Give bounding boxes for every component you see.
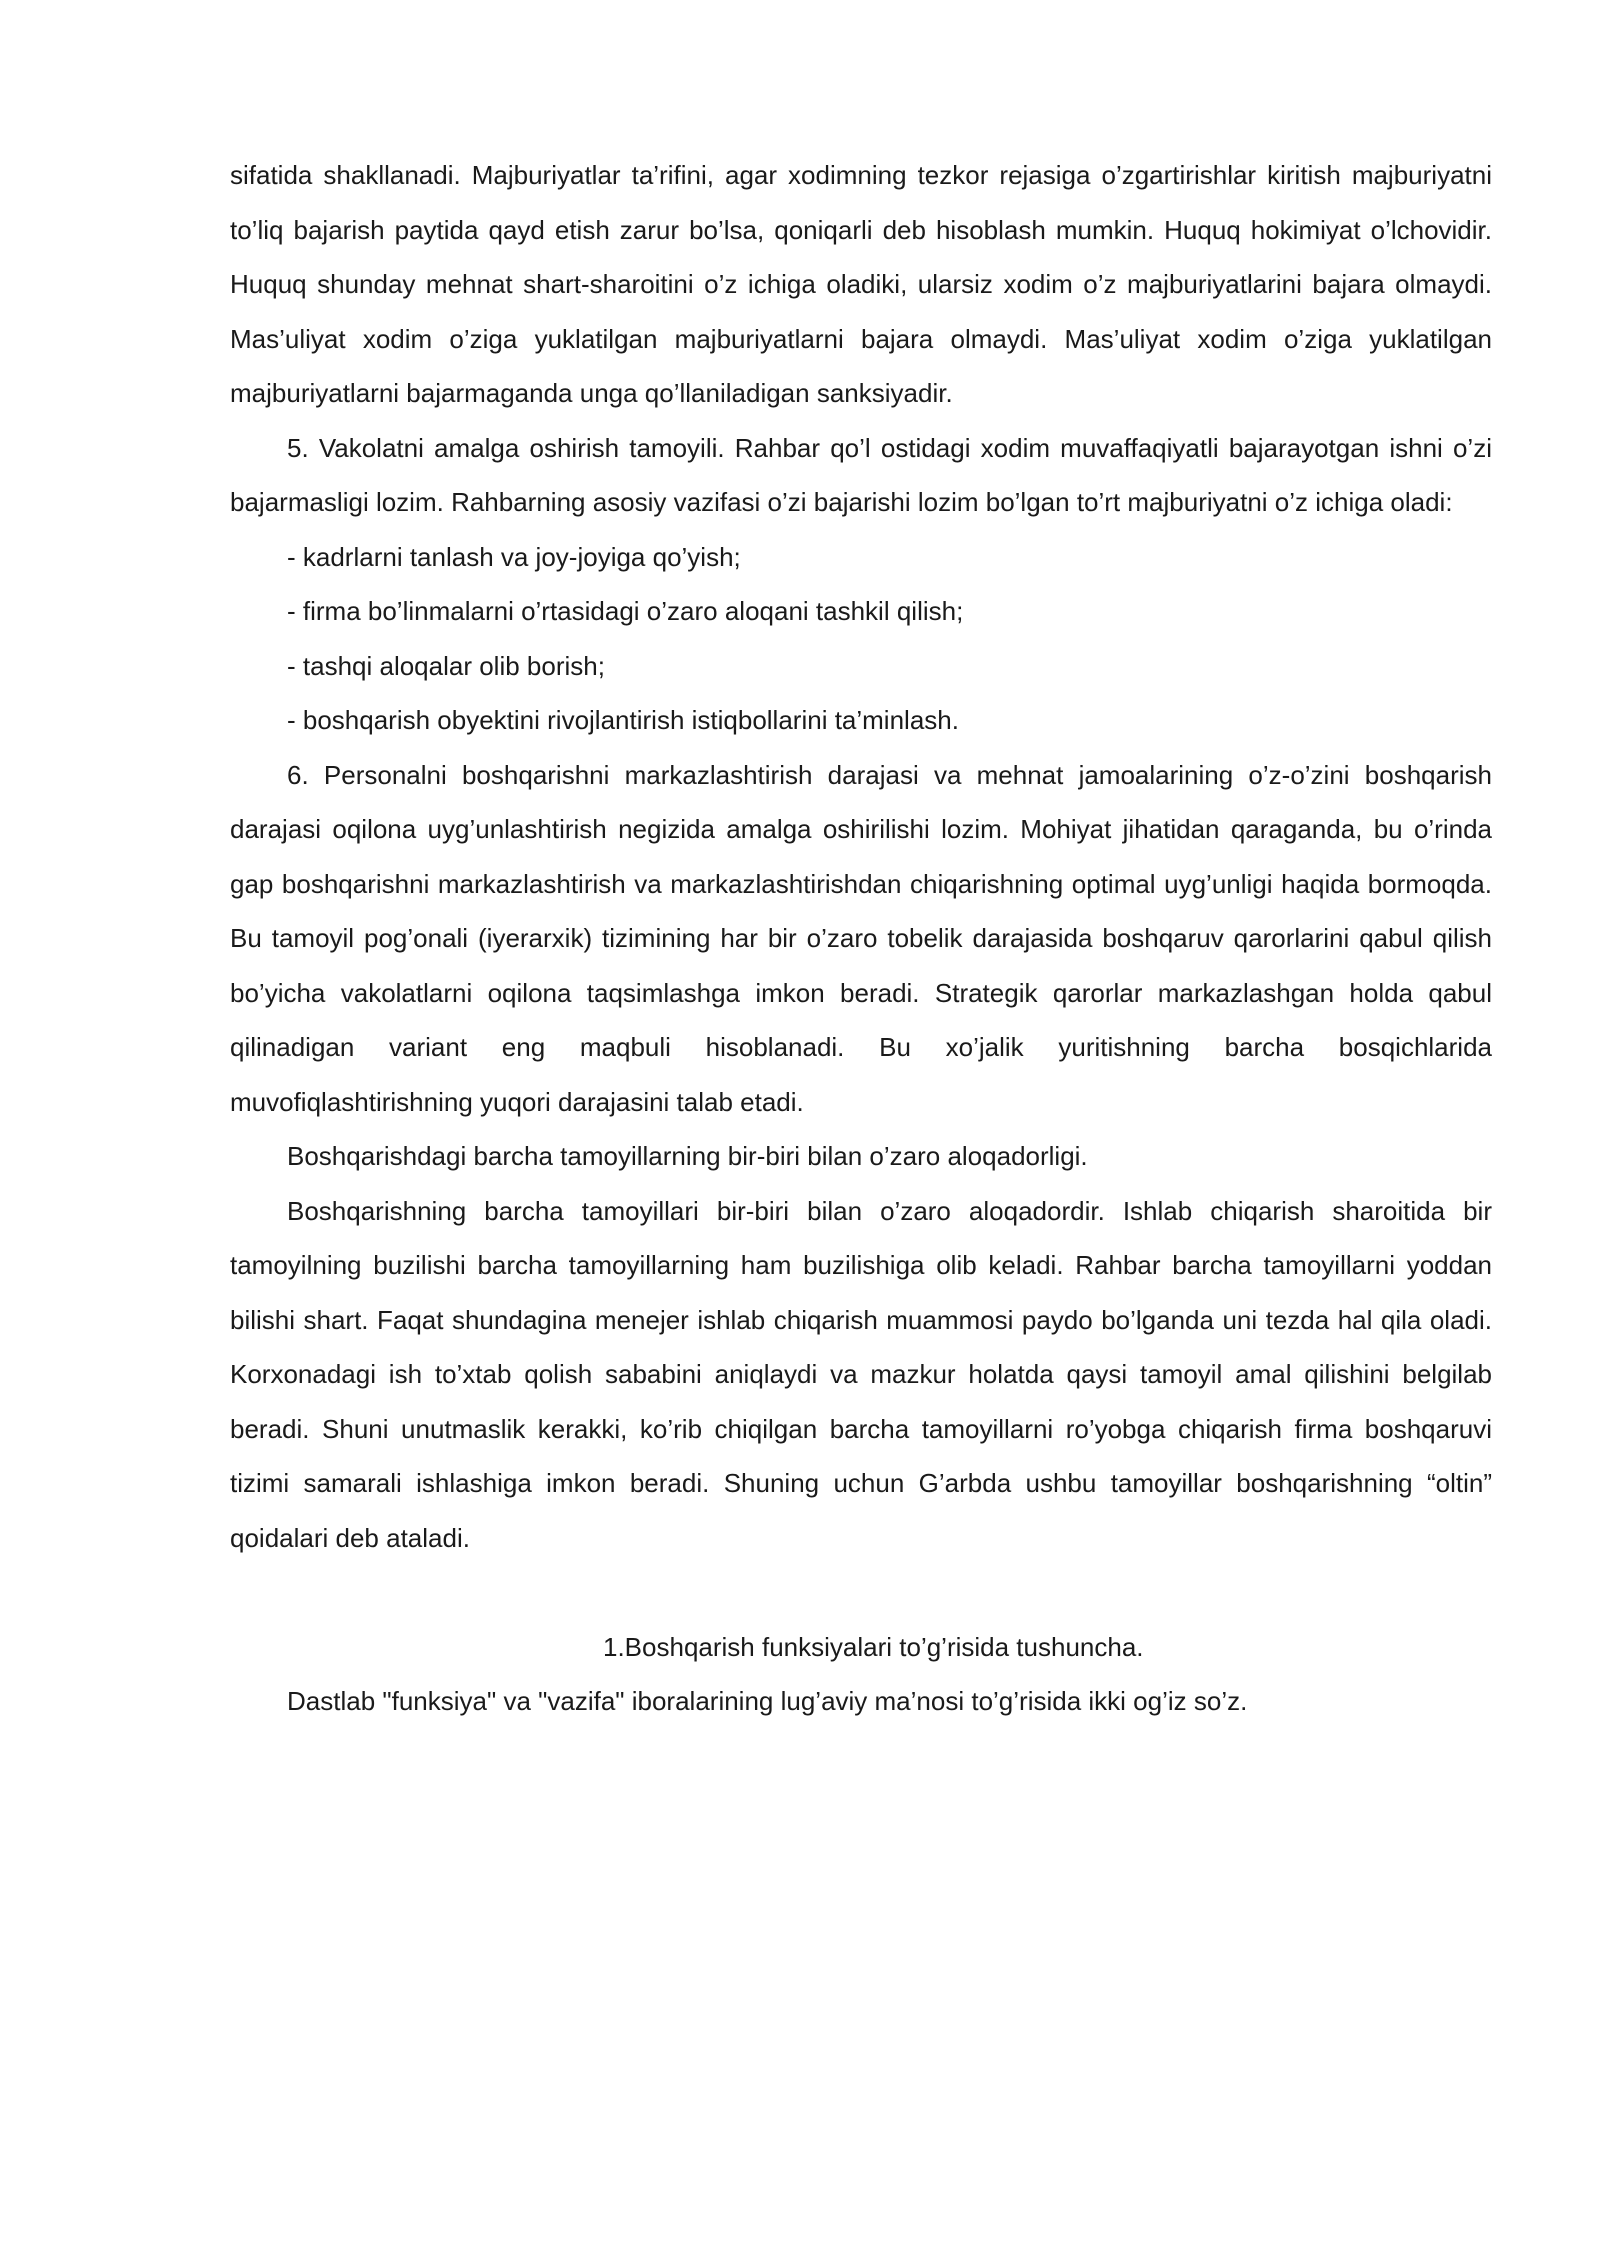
blank-line xyxy=(230,1565,1492,1620)
list-item: - kadrlarni tanlash va joy-joyiga qo’yish; xyxy=(287,541,741,572)
section-heading: 1.Boshqarish funksiyalari to’g’risida tushuncha. xyxy=(603,1631,1144,1662)
paragraph-interrelation-title: Boshqarishdagi barcha tamoyillarning bir-biri bilan o’zaro aloqadorligi. xyxy=(287,1141,1088,1171)
document-page xyxy=(230,148,1492,1729)
paragraph-terms-intro: Dastlab "funksiya" va "vazifa" iboralarining lug’aviy ma’nosi to’g’risida ikki og’iz so’z. xyxy=(287,1686,1248,1716)
paragraph-delegation-principle: 5. Vakolatni amalga oshirish tamoyili. Rahbar qo’l ostidagi xodim muvaffaqiyatli bajarayotgan ishni o’zi bajarmasligi lozim. Rahbarning asosiy vazifasi o’zi bajarishi lozim bo’lgan to’rt majburiyatni o’z ichiga oladi: xyxy=(230,432,1492,517)
list-item: - firma bo’linmalarni o’rtasidagi o’zaro aloqani tashkil qilish; xyxy=(287,596,964,626)
list-item: - tashqi aloqalar olib borish; xyxy=(287,650,605,681)
paragraph-interrelation: Boshqarishning barcha tamoyillari bir-biri bilan o’zaro aloqadordir. Ishlab chiqarish sharoitida bir tamoyilning buzilishi barcha tamoyillarning ham buzilishiga olib keladi. Rahbar barcha tamoyillarni yoddan bilishi shart. Faqat shundagina menejer ishlab chiqarish muammosi paydo bo’lganda uni tezda hal qila oladi. Korxonadagi ish to’xtab qolish sababini aniqlaydi va mazkur holatda qaysi tamoyil amal qilishini belgilab beradi. Shuni unutmaslik kerakki, ko’rib chiqilgan barcha tamoyillarni ro’yobga chiqarish firma boshqaruvi tizimi samarali ishlashiga imkon beradi. Shuning uchun G’arbda ushbu tamoyillar boshqarishning “oltin” qoidalari deb ataladi. xyxy=(230,1195,1492,1553)
paragraph-responsibilities: sifatida shakllanadi. Majburiyatlar ta’rifini, agar xodimning tezkor rejasiga o’zgartirishlar kiritish majburiyatni to’liq bajarish paytida qayd etish zarur bo’lsa, qoniqarli deb hisoblash mumkin. Huquq hokimiyat o’lchovidir. Huquq shunday mehnat shart-sharoitini o’z ichiga oladiki, ularsiz xodim o’z majburiyatlarini bajara olmaydi. Mas’uliyat xodim o’ziga yuklatilgan majburiyatlarni bajara olmaydi. Mas’uliyat xodim o’ziga yuklatilgan majburiyatlarni bajarmaganda unga qo’llaniladigan sanksiyadir. xyxy=(230,160,1492,408)
list-item: - boshqarish obyektini rivojlantirish istiqbollarini ta’minlash. xyxy=(287,705,959,735)
paragraph-centralization-principle: 6. Personalni boshqarishni markazlashtirish darajasi va mehnat jamoalarining o’z-o’zini boshqarish darajasi oqilona uyg’unlashtirish negizida amalga oshirilishi lozim. Mohiyat jihatidan qaraganda, bu o’rinda gap boshqarishni markazlashtirish va markazlashtirishdan chiqarishning optimal uyg’unligi haqida bormoqda. Bu tamoyil pog’onali (iyerarxik) tizimining har bir o’zaro tobelik darajasida boshqaruv qarorlarini qabul qilish bo’yicha vakolatlarni oqilona taqsimlashga imkon beradi. Strategik qarorlar markazlashgan holda qabul qilinadigan variant eng maqbuli hisoblanadi. Bu xo’jalik yuritishning barcha bosqichlarida muvofiqlashtirishning yuqori darajasini talab etadi. xyxy=(230,759,1492,1117)
